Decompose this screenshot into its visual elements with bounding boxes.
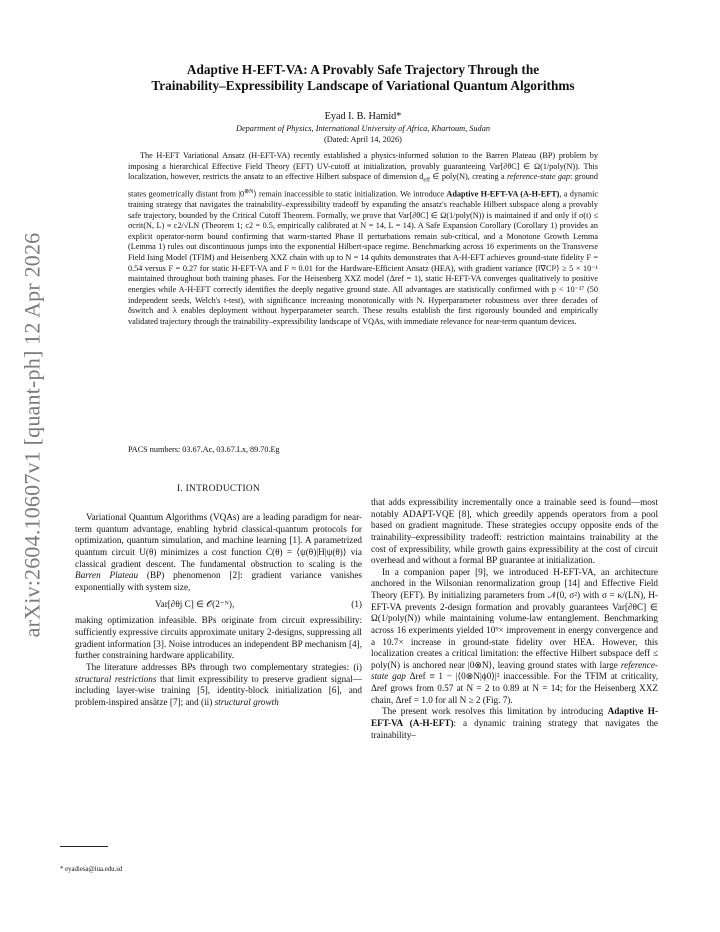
right-p2-text: The present work resolves this limitation by introducing bbox=[382, 706, 608, 717]
intro-p3-mid: that limit expressibility to preserve gradient signal—including layer-wise training [5], identity-block initialization [6], and problem-inspired ansätze [7]; and (ii) bbox=[75, 673, 362, 707]
right-p2-end: : a dynamic training strategy that navigates the trainability– bbox=[371, 717, 659, 740]
intro-p1-end: (BP) phenomenon [2]: gradient variance vanishes exponentially with system size, bbox=[75, 570, 362, 592]
right-column bbox=[371, 497, 658, 741]
intro-p1-emphasis: Barren Plateau bbox=[75, 570, 139, 581]
equation-1-number: (1) bbox=[351, 598, 362, 609]
right-paragraph-2 bbox=[371, 706, 658, 741]
date-line: (Dated: April 14, 2026) bbox=[324, 135, 402, 144]
intro-paragraph-3 bbox=[75, 662, 362, 709]
footnote-rule bbox=[60, 846, 108, 847]
abstract-s4: ⟩ remain inaccessible to static initialization. We introduce bbox=[253, 189, 447, 199]
right-p2-method-name: Adaptive H-EFT-VA (A-H-EFT) bbox=[371, 706, 659, 728]
abstract-emphasis: reference-state gap bbox=[506, 172, 571, 182]
intro-p3-emphasis-1: structural restrictions bbox=[75, 673, 157, 684]
right-paragraph-1 bbox=[371, 567, 658, 707]
arxiv-identifier-margin bbox=[10, 200, 54, 670]
author-name: Eyad I. B. Hamid* bbox=[324, 111, 402, 122]
intro-paragraph-2: making optimization infeasible. BPs originate from circuit expressibility: sufficiently expressive circuits approximate unitary 2-designs, suppressing all gradient information [3]. Noise introduces an independent BP mechanism [4], further constraining hardware applicability. bbox=[75, 615, 362, 661]
pacs-numbers: PACS numbers: 03.67.Ac, 03.67.Lx, 89.70.Eg bbox=[128, 445, 280, 454]
equation-1-body: Var[∂θj C] ∈ 𝒪(2⁻ᴺ), bbox=[155, 598, 235, 609]
abstract-s1-sub: eff bbox=[423, 177, 430, 184]
title-line-1: Adaptive H-EFT-VA: A Provably Safe Trajectory Through the bbox=[186, 62, 540, 77]
intro-p1-text: Variational Quantum Algorithms (VQAs) are a leading paradigm for near-term quantum advantage, enabling hybrid classical-quantum protocols for optimization, quantum simulation, and machine learning [1]. A parametrized quantum circuit U(θ) minimizes a cost function C(θ) = ⟨ψ(θ)|H|ψ(θ)⟩ via classical gradient descent. The fundamental obstruction to scaling is the bbox=[75, 512, 362, 569]
abstract-method-name: Adaptive H-EFT-VA (A-H-EFT) bbox=[446, 189, 560, 199]
footnote-email: * eyadiesa@iua.edu.sd bbox=[60, 866, 123, 873]
intro-p3-text: The literature addresses BPs through two complementary strategies: (i) bbox=[86, 661, 362, 672]
abstract-s1: The H-EFT Variational Ansatz (H-EFT-VA) recently established a physics-informed solution to the Barren Plateau (BP) problem by imposing a hierarchical Effective Field Theory (EFT) UV-cutoff at initialization, provably guaranteeing Var[∂θC] ∈ Ω(1/poly(N)). This localization, however, restricts the ansatz to an effective Hilbert subspace of dimension d bbox=[128, 151, 598, 182]
intro-paragraph-1 bbox=[75, 512, 362, 593]
section-heading-introduction: I. INTRODUCTION bbox=[176, 484, 261, 494]
left-column bbox=[75, 512, 362, 708]
abstract-s2: ∈ poly(N), creating a bbox=[429, 172, 507, 182]
abstract-s3-sup: ⊗N bbox=[244, 188, 254, 195]
affiliation: Department of Physics, International University of Africa, Khartoum, Sudan bbox=[235, 124, 491, 133]
right-p1-text: In a companion paper [9], we introduced H-EFT-VA, an architecture anchored in the Wilsonian renormalization group [14] and Effective Field Theory (EFT). By initializing parameters from 𝒩(0, σ²) with σ = κ/(LN), H-EFT-VA prevents 2-design formation and provably guarantees Var[∂θC] ∈ Ω(1/poly(N)) while maintaining volume-law entanglement. Benchmarking across 16 experiments yielded 10⁹× improvement in energy convergence and a 10.7× increase in ground-state fidelity over HEA. However, this localization creates a critical limitation: the effective Hilbert subspace deff ≤ poly(N) is anchored near |0⊗N⟩, leaving ground states with large bbox=[371, 566, 658, 670]
abstract-s5: , a dynamic training strategy that navigates the trainability–expressibility tradeoff by expanding the ansatz's reachable Hilbert subspace along a provably safe trajectory, bounded by the Critical Cutoff Theorem. Formally, we prove that Var[∂θC] ∈ Ω(1/poly(N)) is maintained if and only if σ(t) ≤ σcrit(N, L) ≡ c2/√LN (Theorem 1; c2 = 0.5, empirically calibrated at N = 14, L = 14). A Safe Expansion Corollary (Corollary 1) provides an explicit operator-norm bound confirming that warm-started Phase II perturbations remain sub-critical, and a Monotone Growth Lemma (Lemma 1) rules out discontinuous jumps into the exponential Hilbert-space regime. Benchmarking across 16 experiments on the Transverse Field Ising Model (TFIM) and Heisenberg XXZ chain with up to N = 14 qubits demonstrates that A-H-EFT achieves ground-state fidelity F = 0.54 versus F = 0.27 for static H-EFT-VA and F ≈ 0.01 for the Hardware-Efficient Ansatz (HEA), with gradient variance ⟨‖∇C‖²⟩ ≥ 5 × 10⁻¹ maintained throughout both training phases. For the Heisenberg XXZ model (Δref = 1), static H-EFT-VA converges qualitatively to positive energies while A-H-EFT correctly identifies the deeply negative ground state. All advantages are statistically confirmed with p < 10⁻³⁷ (50 independent seeds, Welch's t-test), with significance increasing monotonically with N. Hyperparameter robustness over three decades of δswitch and λ enables deployment without hyperparameter search. These results establish the first rigorously bounded and empirically validated trajectory through the trainability–expressibility landscape of VQAs, with immediate relevance for near-term quantum devices. bbox=[128, 189, 599, 326]
intro-p3-emphasis-2: structural growth bbox=[214, 696, 279, 707]
title-line-2: Trainability–Expressibility Landscape of Variational Quantum Algorithms bbox=[151, 78, 575, 93]
equation-1 bbox=[75, 593, 362, 615]
right-paragraph-0: that adds expressibility incrementally once a trainable seed is found—most notably ADAPT-VQE [8], which greedily appends operators from a pool based on gradient magnitude. These strategies occupy opposite ends of the trainability–expressibility tradeoff: restriction maintains trainability at the cost of expressibility, while growth gains expressibility at the cost of circuit overhead and without a formal BP guarantee at initialization. bbox=[371, 497, 658, 566]
right-p1-emphasis: reference-state gap bbox=[371, 659, 658, 682]
abstract bbox=[128, 151, 598, 327]
right-p1-end: Δref ≡ 1 − |⟨0⊗N|ϕ0⟩|² inaccessible. For the TFIM at criticality, Δref grows from 0.57 at N = 2 to 0.89 at N = 14; for the Heisenberg XXZ chain, Δref = 1.0 for all N ≥ 2 (Fig. 7). bbox=[371, 671, 658, 705]
abstract-s3: : ground states geometrically distant from |0 bbox=[128, 172, 598, 199]
arxiv-id-text: arXiv:2604.10607v1 [quant-ph] 12 Apr 2026 bbox=[19, 232, 45, 638]
paper-title bbox=[100, 62, 626, 94]
